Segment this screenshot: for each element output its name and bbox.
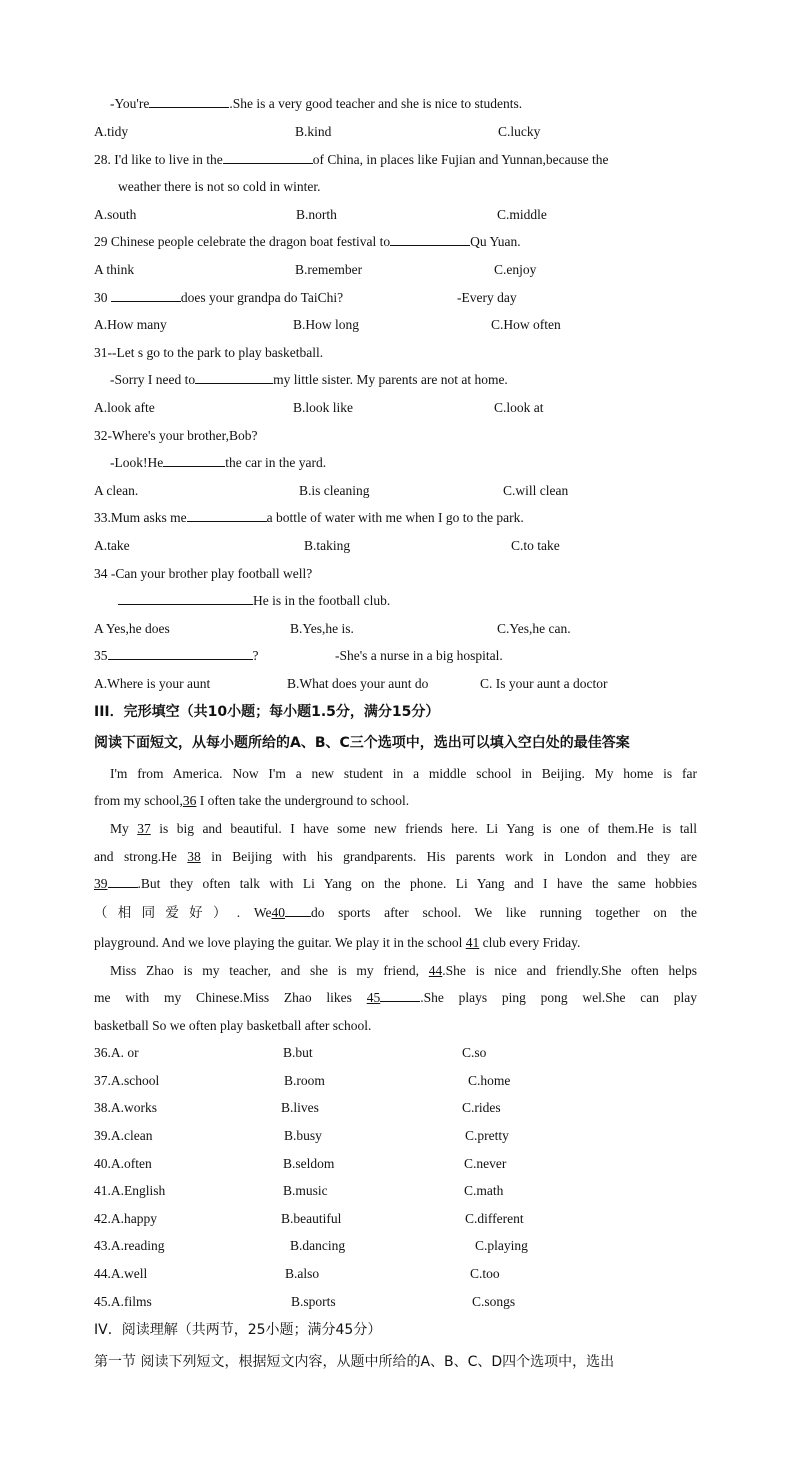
q28-stem-pre: 28. I'd like to live in the	[94, 152, 223, 167]
q33-stem	[94, 509, 524, 527]
q31-line2-post: my little sister. My parents are not at home.	[273, 372, 508, 387]
q29-option-c: C.enjoy	[494, 262, 537, 277]
option-41-c: C.math	[464, 1183, 504, 1198]
q33-stem-post: a bottle of water with me when I go to the park.	[266, 510, 524, 525]
passage-text: I often take the underground to school.	[199, 793, 410, 808]
q32-line2-post: the car in the yard.	[225, 455, 327, 470]
blank-45: 45	[366, 990, 381, 1005]
passage-p2-line1	[110, 820, 697, 838]
q27-stem	[110, 95, 522, 113]
q35-blank	[108, 647, 253, 660]
q35-option-a: A.Where is your aunt	[94, 676, 211, 691]
option-36-a: 36.A. or	[94, 1045, 139, 1060]
option-36-b: B.but	[283, 1045, 313, 1060]
q31-line2	[110, 371, 508, 389]
option-43-b: B.dancing	[290, 1238, 346, 1253]
blank-40: 40	[271, 905, 285, 920]
blank-41: 41	[465, 935, 480, 950]
q32-option-a: A clean.	[94, 483, 139, 498]
q32-option-b: B.is cleaning	[299, 483, 370, 498]
option-45-c: C.songs	[472, 1294, 516, 1309]
option-39-c: C.pretty	[465, 1128, 509, 1143]
option-39-b: B.busy	[284, 1128, 322, 1143]
q29-blank	[390, 233, 470, 246]
q34-option-c: C.Yes,he can.	[497, 621, 571, 636]
option-40-c: C.never	[464, 1156, 507, 1171]
passage-p3-line2	[94, 989, 697, 1007]
blank-40-line	[285, 904, 311, 917]
q28-stem-line2: weather there is not so cold in winter.	[118, 179, 321, 194]
option-44-a: 44.A.well	[94, 1266, 148, 1281]
q31-option-c: C.look at	[494, 400, 544, 415]
section4-instruction: 第一节 阅读下列短文，根据短文内容，从题中所给的A、B、C、D四个选项中，选出	[94, 1354, 615, 1370]
q28-stem	[94, 151, 697, 169]
passage-p2-line2	[94, 848, 697, 866]
option-42-a: 42.A.happy	[94, 1211, 157, 1226]
q29-stem	[94, 233, 521, 251]
q29-option-a: A think	[94, 262, 135, 277]
option-39-a: 39.A.clean	[94, 1128, 153, 1143]
passage-text: Miss Zhao is my teacher, and she is my friend,	[110, 963, 420, 978]
q31-option-b: B.look like	[293, 400, 353, 415]
q31-blank	[195, 371, 273, 384]
option-43-c: C.playing	[475, 1238, 528, 1253]
q33-option-c: C.to take	[511, 538, 560, 553]
option-36-c: C.so	[462, 1045, 487, 1060]
passage-text: from my school,	[94, 793, 183, 808]
q27-option-a: A.tidy	[94, 124, 129, 139]
passage-text: .She plays ping pong wel.She can play	[420, 990, 698, 1005]
q35-option-b: B.What does your aunt do	[287, 676, 429, 691]
q29-stem-post: Qu Yuan.	[470, 234, 521, 249]
section4-title: IV．阅读理解（共两节，25小题；满分45分）	[94, 1322, 382, 1338]
q30-blank	[111, 289, 181, 302]
section3-title: III．完形填空（共10小题；每小题1.5分，满分15分）	[94, 704, 440, 720]
q34-stem: 34 -Can your brother play football well?	[94, 566, 313, 581]
q33-blank	[187, 509, 267, 522]
passage-p3-line3: basketball So we often play basketball after school.	[94, 1018, 372, 1033]
option-37-c: C.home	[468, 1073, 511, 1088]
q32-option-c: C.will clean	[503, 483, 569, 498]
option-41-b: B.music	[283, 1183, 328, 1198]
q30-option-a: A.How many	[94, 317, 167, 332]
option-45-a: 45.A.films	[94, 1294, 152, 1309]
option-44-b: B.also	[285, 1266, 320, 1281]
q29-stem-pre: 29 Chinese people celebrate the dragon boat festival to	[94, 234, 391, 249]
q35-option-c: C. Is your aunt a doctor	[480, 676, 608, 691]
q28-option-c: C.middle	[497, 207, 547, 222]
q33-option-a: A.take	[94, 538, 130, 553]
passage-text: club every Friday.	[482, 935, 581, 950]
q28-option-b: B.north	[296, 207, 337, 222]
q35-stem-post: ?	[252, 648, 259, 663]
q32-stem: 32-Where's your brother,Bob?	[94, 428, 258, 443]
q30-option-c: C.How often	[491, 317, 561, 332]
q32-line2	[110, 454, 326, 472]
blank-39: 39	[94, 876, 108, 891]
option-42-b: B.beautiful	[281, 1211, 342, 1226]
q34-line2	[118, 592, 390, 610]
passage-text: in Beijing with his grandparents. His parents work in London and they are	[211, 849, 698, 864]
section3-instruction: 阅读下面短文，从每小题所给的A、B、C三个选项中，选出可以填入空白处的最佳答案	[94, 735, 630, 751]
passage-text: and strong.He	[94, 849, 177, 864]
passage-p2-line3	[94, 875, 697, 893]
q31-line2-pre: -Sorry I need to	[110, 372, 196, 387]
option-40-a: 40.A.often	[94, 1156, 152, 1171]
q27-blank	[149, 95, 229, 108]
option-40-b: B.seldom	[283, 1156, 335, 1171]
blank-45-line	[380, 989, 420, 1002]
q35-stem	[94, 647, 259, 665]
q27-stem-post: .She is a very good teacher and she is nice to students.	[229, 96, 523, 111]
passage-p1-line1: I'm from America. Now I'm a new student in a middle school in Beijing. My home is far	[110, 766, 697, 781]
q30-option-b: B.How long	[293, 317, 360, 332]
passage-text: My	[110, 821, 129, 836]
q28-stem-post: of China, in places like Fujian and Yunnan,because the	[312, 152, 609, 167]
q34-line2-post: He is in the football club.	[253, 593, 391, 608]
passage-p1-line2	[94, 792, 409, 810]
q32-line2-pre: -Look!He	[110, 455, 164, 470]
q34-option-a: A Yes,he does	[94, 621, 170, 636]
option-37-a: 37.A.school	[94, 1073, 160, 1088]
passage-text: playground. And we love playing the guitar. We play it in the school	[94, 935, 463, 950]
blank-44: 44	[428, 963, 443, 978]
passage-text: do sports after school. We like running together on the	[310, 905, 697, 920]
blank-38: 38	[187, 849, 201, 864]
q34-option-b: B.Yes,he is.	[290, 621, 354, 636]
blank-39-line	[108, 875, 138, 888]
q27-stem-pre: -You're	[110, 96, 150, 111]
q35-stem-pre: 35	[94, 648, 108, 663]
q28-option-a: A.south	[94, 207, 137, 222]
blank-37: 37	[137, 821, 151, 836]
q30-reply: -Every day	[457, 290, 517, 305]
option-38-c: C.rides	[462, 1100, 501, 1115]
option-44-c: C.too	[470, 1266, 500, 1281]
option-43-a: 43.A.reading	[94, 1238, 165, 1253]
q35-reply: -She's a nurse in a big hospital.	[335, 648, 503, 663]
passage-p2-line5	[94, 934, 580, 952]
passage-text: .But they often talk with Li Yang on the phone. Li Yang and I have the same hobbies	[137, 876, 697, 891]
passage-text: （相同爱好）. We	[94, 905, 272, 920]
option-38-a: 38.A.works	[94, 1100, 157, 1115]
q33-option-b: B.taking	[304, 538, 351, 553]
q31-stem: 31--Let s go to the park to play basketball.	[94, 345, 324, 360]
q30-stem	[94, 289, 343, 307]
q32-blank	[163, 454, 225, 467]
option-45-b: B.sports	[291, 1294, 336, 1309]
q31-option-a: A.look afte	[94, 400, 155, 415]
blank-36: 36	[182, 793, 197, 808]
option-38-b: B.lives	[281, 1100, 319, 1115]
q28-blank	[223, 151, 313, 164]
option-41-a: 41.A.English	[94, 1183, 166, 1198]
q30-stem-pre: 30	[94, 290, 108, 305]
passage-text: .She is nice and friendly.She often helps	[442, 963, 698, 978]
option-42-c: C.different	[465, 1211, 524, 1226]
passage-text: is big and beautiful. I have some new friends here. Li Yang is one of them.He is tall	[159, 821, 698, 836]
q29-option-b: B.remember	[295, 262, 363, 277]
option-37-b: B.room	[284, 1073, 325, 1088]
q33-stem-pre: 33.Mum asks me	[94, 510, 187, 525]
passage-text: me with my Chinese.Miss Zhao likes	[94, 990, 352, 1005]
passage-p2-line4	[94, 904, 697, 922]
q34-blank	[118, 592, 253, 605]
passage-p3-line1	[110, 962, 697, 980]
q27-option-b: B.kind	[295, 124, 332, 139]
q27-option-c: C.lucky	[498, 124, 541, 139]
q30-stem-post: does your grandpa do TaiChi?	[180, 290, 344, 305]
